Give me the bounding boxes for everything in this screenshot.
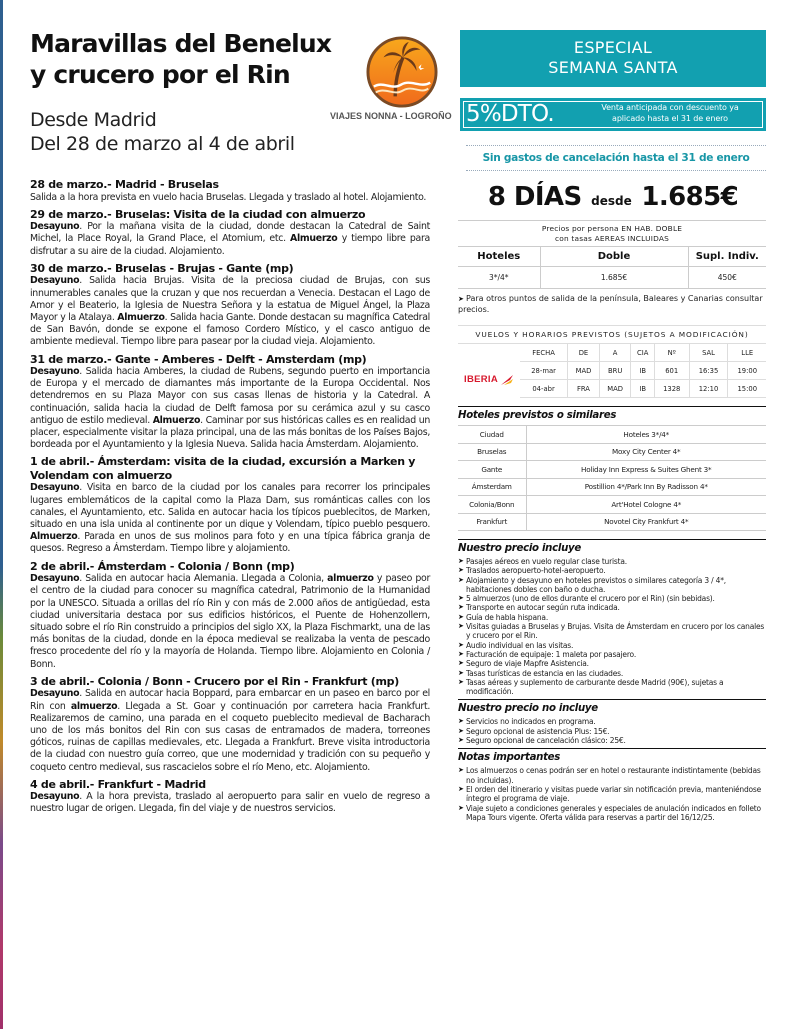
- description-text: . Salida hacia Amberes, la ciudad de Rubens, segundo puerto en importancia de Europa y el mercado de diamantes más importante de la Europa Occidental. Nos detendremos en su Plaza Mayor con sus casas llenas de historia y la Catedral. A continuación, salida hacia la ciudad de Delft famosa por su cerámica azul y su casco antiguo de estilo medieval.: [30, 366, 430, 426]
- hotel-row: [458, 513, 766, 531]
- meal-highlight: Almuerzo: [30, 531, 78, 543]
- flights-table: [458, 343, 766, 398]
- includes-item-text: Visitas guiadas a Bruselas y Brujas. Visita de Ámsterdam en crucero por los canales y crucero por el Rin.: [466, 622, 765, 641]
- description-text: . Por la mañana visita de la ciudad, donde destacan la Catedral de Saint Michel, la Place Royal, la Grand Place, el Atomium, etc.: [30, 221, 430, 245]
- divider: [458, 699, 766, 700]
- description-text: . Visita en barco de la ciudad por los canales para recorrer los principales lugares emblemáticos de la capital como la Plaza Dam, sus románticas calles con los canales, el Ayuntamiento, etc. Salida en autocar hacia los típicos pueblecitos, de Marken, situado en una isla unida al continente por un dique y Volendam, típico pueblo pesquero.: [30, 482, 430, 531]
- meal-highlight: Desayuno: [30, 573, 80, 585]
- day-title: 30 de marzo.- Bruselas - Brujas - Gante (mp): [30, 261, 294, 275]
- arrow-bullet-icon: ➤: [458, 612, 464, 621]
- hotel-row: [458, 496, 766, 514]
- price-cell-category: 3*/4*: [458, 267, 540, 289]
- itinerary-day: [30, 455, 430, 555]
- free-cancellation-note: Sin gastos de cancelación hasta el 31 de enero: [466, 145, 766, 171]
- hotel-name: Holiday Inn Express & Suites Ghent 3*: [526, 461, 766, 479]
- arrow-bullet-icon: ➤: [458, 575, 464, 584]
- day-description: [30, 573, 430, 671]
- arrow-bullet-icon: ➤: [458, 594, 464, 603]
- price-headline: [460, 180, 766, 214]
- description-text: . A la hora prevista, traslado al aeropuerto para salir en vuelo de regreso a nuestro lugar de origen. Llegada, fin del viaje y de nuestros servicios.: [30, 791, 430, 815]
- palm-tree-logo-icon: [366, 36, 438, 108]
- arrow-bullet-icon: ➤: [458, 677, 464, 686]
- meal-highlight: Desayuno: [30, 221, 80, 233]
- flight-header-to: A: [599, 344, 631, 362]
- meal-highlight: Desayuno: [30, 688, 80, 700]
- flight-carrier: IB: [631, 380, 654, 398]
- price-cell-double: 1.685€: [540, 267, 688, 289]
- flight-arrival: 19:00: [728, 362, 766, 380]
- trip-dates: Del 28 de marzo al 4 de abril: [30, 133, 295, 155]
- hotel-row: [458, 443, 766, 461]
- arrow-bullet-icon: ➤: [458, 803, 464, 812]
- hotel-city: Gante: [458, 461, 526, 479]
- arrow-bullet-icon: ➤: [458, 736, 464, 745]
- flight-from: FRA: [568, 380, 600, 398]
- excludes-item-text: Seguro opcional de cancelación clásico: 25€.: [466, 736, 626, 746]
- includes-item: [458, 613, 768, 622]
- notes-item: [458, 804, 768, 823]
- notes-list: [458, 766, 768, 822]
- includes-item: [458, 650, 768, 659]
- excludes-section: [458, 702, 768, 745]
- flight-header-date: FECHA: [520, 344, 568, 362]
- flights-title: VUELOS Y HORARIOS PREVISTOS (SUJETOS A MODIFICACIÓN): [458, 325, 766, 343]
- notes-item-text: Los almuerzos o cenas podrán ser en hotel o restaurante indistintamente (bebidas no incluidas).: [466, 766, 761, 785]
- price-caption-line-2: con tasas AEREAS INCLUIDAS: [555, 234, 669, 243]
- includes-item: [458, 622, 768, 641]
- includes-item-text: Guía de habla hispana.: [466, 612, 548, 622]
- notes-item-text: El orden del itinerario y visitas puede variar sin notificación previa, manteniéndose íntegro el programa de viaje.: [466, 784, 762, 804]
- arrow-bullet-icon: ➤: [458, 766, 464, 775]
- from-label: desde: [591, 194, 632, 208]
- day-title: 31 de marzo.- Gante - Amberes - Delft - Amsterdam (mp): [30, 352, 367, 366]
- title-line-1: Maravillas del Benelux: [30, 29, 332, 58]
- includes-item-text: Tasas turísticas de estancia en las ciudades.: [466, 668, 623, 678]
- meal-highlight: Almuerzo: [117, 311, 165, 323]
- flight-row: [458, 362, 766, 380]
- price-header-single-supplement: Supl. Indiv.: [688, 247, 766, 267]
- includes-item: [458, 594, 768, 603]
- excludes-item-text: Seguro opcional de asistencia Plus: 15€.: [466, 726, 610, 736]
- notes-item: [458, 785, 768, 804]
- hotel-city: Frankfurt: [458, 513, 526, 531]
- price-table: [458, 220, 766, 289]
- includes-item-text: Facturación de equipaje: 1 maleta por pasajero.: [466, 649, 636, 659]
- description-text: . Salida hacia Brujas. Visita de la preciosa ciudad de Brujas, con sus innumerables canales que la cruzan y que nos recuerdan a Venecia. Destacan el Lago de Amor y el Beaterio, la Iglesia de Nuestra Señora y la estatua de Miguel Ángel, la Plaza Mayor y la Atalaya.: [30, 275, 430, 323]
- includes-item: [458, 576, 768, 595]
- divider: [458, 539, 766, 540]
- excludes-item: [458, 717, 768, 726]
- flight-from: MAD: [568, 362, 600, 380]
- includes-item: [458, 659, 768, 668]
- includes-item-text: 5 almuerzos (uno de ellos durante el crucero por el Rin) (sin bebidas).: [466, 594, 715, 604]
- includes-item-text: Alojamiento y desayuno en hoteles previstos o similares categoría 3 / 4*, habitaciones dobles con baño o ducha.: [466, 575, 726, 594]
- hotels-header-row: [458, 426, 766, 444]
- description-text: . Llegada a St. Goar y continuación por carretera hacia Frankfurt. Realizaremos de camino, una parada en el coqueto pueblecito medieval de Bacharach uno de los más bonitos del Rin con sus casas de entramados de madera, torreones góticos, ruinas de capillas medievales, etc. Llegada a Frankfurt. Breve visita introductoria de la ciudad con nuestro guía correo, que une modernidad y tradición con su pequeño y coqueto centro medieval, sus rascacielos sobre el río Meno, etc. Alojamiento.: [30, 700, 431, 773]
- price-row: [458, 267, 766, 289]
- flight-to: BRU: [599, 362, 631, 380]
- day-title: 1 de abril.- Ámsterdam: visita de la ciudad, excursión a Marken y Volendam con almuerzo: [30, 455, 416, 482]
- flight-to: MAD: [599, 380, 631, 398]
- arrow-bullet-icon: ➤: [458, 295, 464, 303]
- price-header-hotels: Hoteles: [458, 247, 540, 267]
- flight-header-departure: SAL: [689, 344, 728, 362]
- arrow-bullet-icon: ➤: [458, 649, 464, 658]
- price-amount: 1.685€: [641, 182, 739, 212]
- flight-date: 28-mar: [520, 362, 568, 380]
- description-text: . Salida en autocar hacia Boppard, para embarcar en un paseo en barco por el Rin con: [30, 688, 430, 712]
- excludes-item: [458, 736, 768, 745]
- includes-item-text: Pasajes aéreos en vuelo regular clase turista.: [466, 557, 627, 566]
- includes-item: [458, 641, 768, 650]
- day-description: [30, 192, 430, 204]
- hotels-section: [458, 409, 766, 531]
- itinerary-day: [30, 353, 430, 452]
- includes-item: [458, 566, 768, 575]
- day-title: 3 de abril.- Colonia / Bonn - Crucero por el Rin - Frankfurt (mp): [30, 674, 399, 688]
- day-description: [30, 366, 430, 451]
- hotels-header-hotels: Hoteles 3*/4*: [526, 426, 766, 444]
- includes-item: [458, 557, 768, 566]
- itinerary-day: [30, 675, 430, 774]
- flights-header-row: [458, 344, 766, 362]
- description-text: . Salida hacia Gante. Donde destacan su magnífica Catedral de San Bavón, donde se expone el famoso Cordero Místico, y el casco antiguo de ambiente medieval. Tiempo libre para pasear por la ciudad vieja. Alojamiento.: [30, 311, 430, 348]
- day-description: [30, 221, 430, 258]
- itinerary-day: [30, 560, 430, 671]
- hotel-name: Novotel City Frankfurt 4*: [526, 513, 766, 531]
- day-description: [30, 275, 430, 348]
- day-description: [30, 791, 430, 815]
- iberia-tail-icon: [500, 374, 514, 386]
- includes-list: [458, 557, 768, 696]
- flights-section: [458, 325, 766, 398]
- flight-header-from: DE: [568, 344, 600, 362]
- includes-section: [458, 542, 768, 696]
- flight-header-arrival: LLE: [728, 344, 766, 362]
- arrow-bullet-icon: ➤: [458, 640, 464, 649]
- itinerary: [30, 178, 430, 820]
- price-cell-supplement: 450€: [688, 267, 766, 289]
- hotels-header-city: Ciudad: [458, 426, 526, 444]
- price-header-double: Doble: [540, 247, 688, 267]
- iberia-logo: [458, 362, 520, 398]
- flight-header-number: Nº: [654, 344, 689, 362]
- description-text: . Salida en autocar hacia Alemania. Llegada a Colonia,: [79, 573, 328, 585]
- hotel-city: Bruselas: [458, 443, 526, 461]
- hotels-table: [458, 425, 766, 531]
- meal-highlight: Desayuno: [30, 482, 80, 494]
- excludes-item-text: Servicios no indicados en programa.: [466, 717, 596, 727]
- meal-highlight: almuerzo: [70, 700, 118, 712]
- hotels-title: Hoteles previstos o similares: [458, 410, 617, 421]
- flight-departure: 12:10: [689, 380, 728, 398]
- notes-section: [458, 751, 768, 822]
- excludes-title: Nuestro precio no incluye: [458, 703, 598, 715]
- flight-header-carrier: CIA: [631, 344, 654, 362]
- hotel-row: [458, 461, 766, 479]
- description-text: Salida a la hora prevista en vuelo hacia Bruselas. Llegada y traslado al hotel. Alojamiento.: [30, 191, 427, 203]
- arrow-bullet-icon: ➤: [458, 726, 464, 735]
- departure-points-note-text: Para otros puntos de salida de la península, Baleares y Canarias consultar precios.: [458, 294, 763, 314]
- hotel-city: Ámsterdam: [458, 478, 526, 496]
- itinerary-day: [30, 262, 430, 349]
- arrow-bullet-icon: ➤: [458, 659, 464, 668]
- day-title: 2 de abril.- Ámsterdam - Colonia / Bonn (mp): [30, 559, 295, 573]
- includes-item: [458, 678, 768, 697]
- meal-highlight: Almuerzo: [290, 233, 338, 245]
- promo-line-1: ESPECIAL: [573, 38, 653, 57]
- hotel-name: Moxy City Center 4*: [526, 443, 766, 461]
- divider: [458, 748, 766, 749]
- discount-banner: [460, 98, 766, 131]
- discount-note-line-2: aplicado hasta el 31 de enero: [612, 114, 728, 123]
- meal-highlight: Desayuno: [30, 791, 80, 803]
- flight-number: 601: [654, 362, 689, 380]
- arrow-bullet-icon: ➤: [458, 668, 464, 677]
- arrow-bullet-icon: ➤: [458, 784, 464, 793]
- trip-duration: 8 DÍAS: [487, 182, 582, 212]
- description-text: . Caminar por sus históricas calles es en realidad un placer, especialmente visitar la plaza principal, una de las más bonitas de los Países Bajos, bordeada por el Ayuntamiento y la Iglesia Nueva. Salida hacia Ámsterdam. Alojamiento.: [30, 414, 430, 451]
- includes-item-text: Seguro de viaje Mapfre Asistencia.: [466, 659, 589, 669]
- discount-note: [580, 102, 760, 124]
- flight-date: 04-abr: [520, 380, 568, 398]
- itinerary-day: [30, 178, 430, 204]
- title-line-2: y crucero por el Rin: [30, 60, 290, 89]
- hotel-name: Art'Hotel Cologne 4*: [526, 496, 766, 514]
- trip-subtitle: [30, 108, 330, 156]
- page-title: [30, 28, 352, 90]
- includes-item-text: Traslados aeropuerto-hotel-aeropuerto.: [466, 566, 606, 576]
- easter-special-banner: [460, 30, 766, 87]
- includes-item: [458, 669, 768, 678]
- page-edge-strip: [0, 0, 3, 1029]
- description-text: y paseo por el centro de la ciudad para conocer su magnífica catedral, Patrimonio de la Humanidad por la UNESCO. Situada a orillas del río Rin y con más de 2.000 años de antigüedad, esta ciudad universitaria destaca por sus edificios históricos, el Puente de Hohenzollern, situado sobre el río Rin construido a principios del siglo XX, la Plaza Fischmarkt, una de las más bonitas de la ciudad, donde en la época medieval se realizaba la venta de pescado fresco procedente del río y la mayoría de Holanda. Tiempo libre. Alojamiento en Colonia / Bonn.: [30, 573, 431, 670]
- departure-points-note: [458, 294, 768, 315]
- discount-amount: 5%DTO.: [466, 101, 554, 127]
- day-description: [30, 688, 430, 773]
- includes-item-text: Transporte en autocar según ruta indicada.: [466, 603, 620, 613]
- hotel-city: Colonia/Bonn: [458, 496, 526, 514]
- day-title: 28 de marzo.- Madrid - Bruselas: [30, 178, 219, 191]
- arrow-bullet-icon: ➤: [458, 566, 464, 575]
- divider: [458, 406, 766, 407]
- departure-city: Desde Madrid: [30, 109, 157, 131]
- agency-name: VIAJES NONNA - LOGROÑO: [330, 111, 452, 121]
- arrow-bullet-icon: ➤: [458, 622, 464, 631]
- flight-arrival: 15:00: [728, 380, 766, 398]
- notes-item-text: Viaje sujeto a condiciones generales y especiales de anulación indicados en folleto Mapa Tours vigente. Oferta válida para reservas a partir del 16/12/25.: [466, 803, 761, 822]
- includes-item-text: Audio individual en las visitas.: [466, 640, 574, 650]
- day-title: 4 de abril.- Frankfurt - Madrid: [30, 777, 206, 791]
- notes-item: [458, 766, 768, 785]
- flight-departure: 16:35: [689, 362, 728, 380]
- airline-cell: [458, 344, 520, 362]
- price-caption-line-1: Precios por persona EN HAB. DOBLE: [541, 224, 683, 233]
- includes-title: Nuestro precio incluye: [458, 543, 581, 554]
- meal-highlight: Desayuno: [30, 275, 80, 287]
- meal-highlight: Almuerzo: [152, 414, 201, 426]
- notes-title: Notas importantes: [458, 752, 561, 764]
- iberia-wordmark: IBERIA: [464, 373, 498, 385]
- hotel-name: Postillion 4*/Park Inn By Radisson 4*: [526, 478, 766, 496]
- arrow-bullet-icon: ➤: [458, 603, 464, 612]
- excludes-item: [458, 727, 768, 736]
- right-column: [458, 30, 768, 825]
- price-caption: [458, 221, 766, 247]
- day-description: [30, 482, 430, 555]
- arrow-bullet-icon: ➤: [458, 557, 464, 565]
- includes-item-text: Tasas aéreas y suplemento de carburante desde Madrid (90€), sujetas a modificación.: [466, 677, 724, 697]
- meal-highlight: Desayuno: [30, 366, 80, 378]
- includes-item: [458, 603, 768, 612]
- arrow-bullet-icon: ➤: [458, 717, 464, 726]
- promo-line-2: SEMANA SANTA: [548, 58, 678, 77]
- flight-number: 1328: [654, 380, 689, 398]
- flight-carrier: IB: [631, 362, 654, 380]
- discount-note-line-1: Venta anticipada con descuento ya: [601, 103, 739, 112]
- description-text: y tiempo libre para disfrutar a su aire de la ciudad. Alojamiento.: [30, 233, 430, 257]
- hotel-row: [458, 478, 766, 496]
- itinerary-day: [30, 778, 430, 816]
- excludes-list: [458, 717, 768, 745]
- itinerary-day: [30, 208, 430, 258]
- description-text: . Parada en unos de sus molinos para foto y en una típica fábrica granja de quesos. Regreso a Ámsterdam. Tiempo libre y alojamiento.: [30, 531, 430, 555]
- day-title: 29 de marzo.- Bruselas: Visita de la ciudad con almuerzo: [30, 207, 366, 221]
- meal-highlight: almuerzo: [327, 573, 374, 585]
